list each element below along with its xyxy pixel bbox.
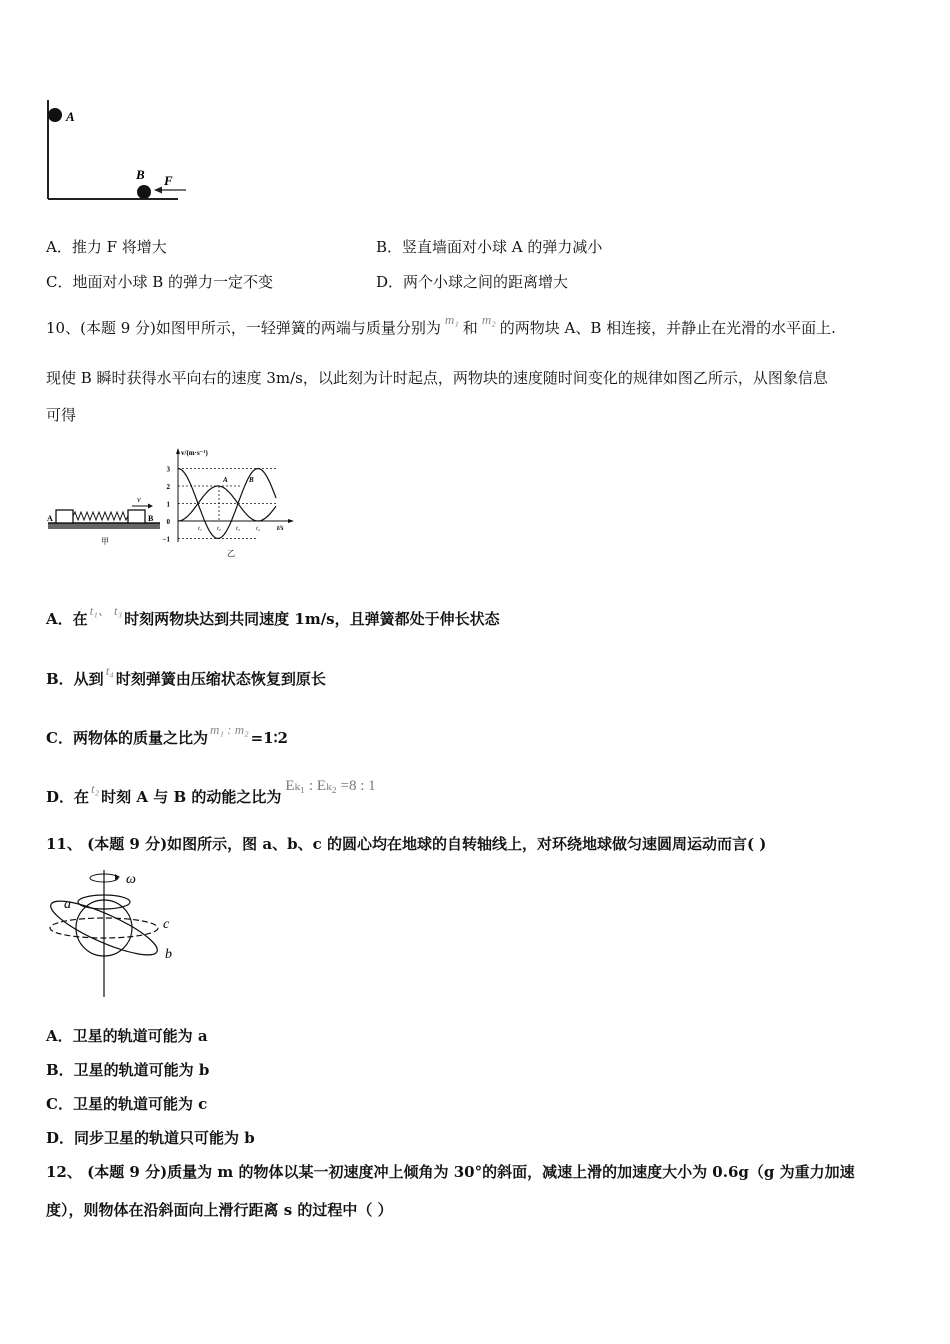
q9-option-c: C．地面对小球 B 的弹力一定不变 [46,273,274,291]
y-tick-label: 0 [166,518,170,526]
q10-m1: m₁ [444,312,459,327]
block-a [56,510,73,523]
block-b [128,510,145,523]
ball-a [48,108,62,122]
y-tick-label: 3 [166,465,170,474]
force-arrowhead [154,187,162,194]
x-tick-label: t₂ [217,526,221,532]
q10-m2: m₂ [481,312,496,327]
q10-stem-line1 [46,312,836,338]
q10-option-c [46,722,288,748]
label-block-b: B [148,514,154,523]
y-tick-label: −1 [162,535,170,544]
q9-option-d: D．两个小球之间的距离增大 [376,273,569,291]
q10-stem-line3: 可得 [46,406,77,424]
y-tick-label: 2 [166,483,170,491]
q10-option-d-pre: D．在 [46,788,90,806]
q11-option-d: D．同步卫星的轨道只可能为 b [46,1129,255,1147]
q12-stem-line1: 12、 (本题 9 分)质量为 m 的物体以某一初速度冲上倾角为 30°的斜面，减速上滑的加速度大小为 0.6g（g 为重力加速 [46,1163,855,1181]
q10-option-b-time: t₄ [105,663,114,678]
ball-b [137,185,151,199]
x-tick-label: t₃ [236,526,240,532]
q10-option-a [46,603,500,629]
q10-option-c-pre: C．两物体的质量之比为 [46,729,208,747]
orbit-a-label: a [64,897,71,912]
q11-figure [44,866,194,1001]
q10-option-b [46,663,326,689]
t-axis-title: t/s [277,524,284,532]
y-ticks [163,466,171,544]
q10-option-a-post: 时刻两物块达到共同速度 1m/s，且弹簧都处于伸长状态 [124,610,500,628]
q10-and: 和 [462,319,478,337]
label-block-a: A [47,514,53,523]
q10-stem-post: 的两物块 A、B 相连接，并静止在光滑的水平面上. [499,319,836,337]
y-tick-label: 1 [166,500,170,509]
label-force: F [164,173,173,188]
floor-hatch [48,523,160,529]
q10-option-a-times: t₁、 t₃ [89,603,123,618]
omega-label: ω [126,872,136,887]
q10-stem-line2: 现使 B 瞬时获得水平向右的速度 3m/s，以此刻为计时起点，两物块的速度随时间变化的规律如图乙所示，从图象信息 [46,369,828,387]
label-ball-a: A [66,109,75,124]
label-velocity: v [137,495,141,504]
spring [73,512,128,520]
q11-option-c: C．卫星的轨道可能为 c [46,1095,208,1113]
q9-figure [40,96,200,206]
q11-option-b: B．卫星的轨道可能为 b [46,1061,210,1079]
label-ball-b: B [136,167,145,182]
q10-option-c-ratio: m₁ : m₂ [209,722,249,737]
q10-option-d-mid: 时刻 A 与 B 的动能之比为 [101,788,282,806]
q11-stem: 11、 (本题 9 分)如图所示，图 a、b、c 的圆心均在地球的自转轴线上，对环绕地球做匀速圆周运动而言( ) [46,835,767,853]
q11-option-a: A．卫星的轨道可能为 a [46,1027,208,1045]
q10-option-d-time: t₂ [91,781,100,796]
q9-option-a: A．推力 F 将增大 [46,238,167,256]
q9-option-b: B．竖直墙面对小球 A 的弹力减小 [376,238,603,256]
q10-option-c-post: =1∶2 [250,729,288,747]
x-tick-label: t₁ [198,526,202,532]
x-tick-label: t₄ [256,526,260,532]
q10-option-a-pre: A．在 [46,610,88,628]
velocity-arrowhead [148,504,153,509]
q10-option-b-pre: B．从到 [46,670,104,688]
q12-stem-line2: 度），则物体在沿斜面向上滑行距离 s 的过程中（ ） [46,1201,393,1219]
q10-figure [44,436,304,564]
caption-yi: 乙 [227,549,235,558]
v-axis-title: v/(m·s⁻¹) [181,449,208,457]
q10-option-b-post: 时刻弹簧由压缩状态恢复到原长 [115,670,326,688]
caption-jia: 甲 [101,537,109,546]
orbit-b-label: b [165,947,172,962]
t-axis-arrow [288,519,294,523]
orbit-c-label: c [163,917,170,932]
vt-graph [163,448,295,544]
q10-option-d [46,778,376,807]
q10-stem-pre: 10、(本题 9 分)如图甲所示，一轻弹簧的两端与质量分别为 [46,319,441,337]
q10-option-d-energy: Eₖ₁ : Eₖ₂ =8 : 1 [285,778,376,794]
v-axis-arrow [176,448,180,454]
curve-b-label: B [249,476,254,484]
curve-a-label: A [223,476,228,484]
